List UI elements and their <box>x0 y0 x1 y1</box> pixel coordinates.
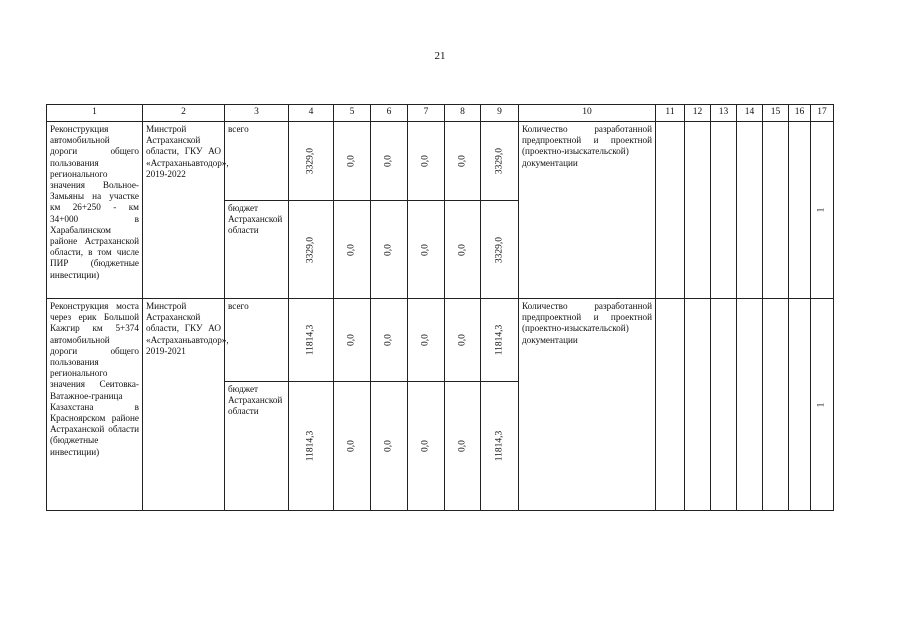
empty-cell-col-13 <box>710 298 737 511</box>
amount-cell-col-5 <box>333 381 371 511</box>
amount-cell-col-5 <box>333 200 371 299</box>
empty-cell-col-11 <box>655 121 685 299</box>
column-header-14: 14 <box>736 104 763 122</box>
amount-cell-col-5 <box>333 121 371 201</box>
amount-cell-col-4 <box>288 381 334 511</box>
amount-value: 0,0 <box>346 334 357 346</box>
amount-cell-col-6 <box>370 298 408 382</box>
amount-cell-col-8 <box>444 381 481 511</box>
object-name-cell: Реконструкция моста через ерик Большой Кажгир км 5+374 автомобильной дороги общего пользования регионального значения Сеитовка-Ватажное-граница Казахстана в Красноярском районе Астраханской области (бюджетные инвестиции) <box>46 298 143 511</box>
column-header-7: 7 <box>407 104 445 122</box>
column-header-6: 6 <box>370 104 408 122</box>
amount-cell-col-8 <box>444 298 481 382</box>
amount-value: 3329,0 <box>305 236 316 263</box>
amount-cell-col-7 <box>407 298 445 382</box>
executor-cell: Минстрой Астраханской области, ГКУ АО «Астраханьавтодор», 2019-2021 <box>142 298 225 511</box>
empty-cell-col-14 <box>736 121 763 299</box>
amount-cell-col-9 <box>480 381 519 511</box>
column-header-2: 2 <box>142 104 225 122</box>
amount-cell-col-7 <box>407 381 445 511</box>
indicator-cell: Количество разработанной предпроектной и проектной (проектно-изыскательской) документации <box>518 298 656 511</box>
amount-value: 3329,0 <box>493 236 504 263</box>
column-header-12: 12 <box>684 104 711 122</box>
amount-cell-col-4 <box>288 298 334 382</box>
amount-value: 11814,3 <box>493 430 504 462</box>
funding-source-cell: бюджет Астраханской области <box>224 381 289 511</box>
amount-value: 0,0 <box>420 243 431 256</box>
amount-value: 0,0 <box>383 334 394 346</box>
amount-value: 0,0 <box>383 155 394 167</box>
amount-cell-col-9 <box>480 200 519 299</box>
amount-cell-col-5 <box>333 298 371 382</box>
amount-cell-col-8 <box>444 200 481 299</box>
amount-value: 3329,0 <box>305 147 316 175</box>
amount-value: 0,0 <box>346 440 357 452</box>
funding-source-cell: всего <box>224 298 289 382</box>
empty-cell-col-13 <box>710 121 737 299</box>
amount-value: 0,0 <box>420 440 431 452</box>
amount-cell-col-8 <box>444 121 481 201</box>
amount-value: 0,0 <box>456 334 467 346</box>
amount-cell-col-6 <box>370 200 408 299</box>
amount-value: 0,0 <box>346 243 357 256</box>
empty-cell-col-16 <box>788 298 811 511</box>
column-header-16: 16 <box>788 104 811 122</box>
page-number: 21 <box>434 50 446 62</box>
column-header-17: 17 <box>810 104 834 122</box>
column-header-1: 1 <box>46 104 143 122</box>
amount-value: 11814,3 <box>305 324 316 356</box>
empty-cell-col-14 <box>736 298 763 511</box>
column-header-8: 8 <box>444 104 481 122</box>
amount-value: 11814,3 <box>305 430 316 462</box>
column-header-3: 3 <box>224 104 289 122</box>
col17-cell <box>810 121 834 299</box>
column-header-13: 13 <box>710 104 737 122</box>
amount-cell-col-7 <box>407 200 445 299</box>
amount-cell-col-6 <box>370 121 408 201</box>
column-header-5: 5 <box>333 104 371 122</box>
funding-source-cell: бюджет Астраханской области <box>224 200 289 299</box>
amount-value: 0,0 <box>456 243 467 256</box>
column-header-10: 10 <box>518 104 656 122</box>
amount-cell-col-4 <box>288 200 334 299</box>
amount-value: 11814,3 <box>493 324 504 356</box>
column-header-15: 15 <box>762 104 789 122</box>
amount-cell-col-7 <box>407 121 445 201</box>
amount-value: 0,0 <box>420 155 431 167</box>
amount-value: 0,0 <box>456 155 467 167</box>
amount-cell-col-6 <box>370 381 408 511</box>
amount-cell-col-4 <box>288 121 334 201</box>
amount-value: 0,0 <box>456 440 467 452</box>
col17-cell <box>810 298 834 511</box>
amount-value: 0,0 <box>420 334 431 346</box>
col17-value: 1 <box>816 207 827 213</box>
object-name-cell: Реконструкция автомобильной дороги общего пользования регионального значения Вольное-Замьяны на участке км 26+250 - км 34+000 в Харабалинском районе Астраханской области, в том числе ПИР (бюджетные инвестиции) <box>46 121 143 299</box>
empty-cell-col-16 <box>788 121 811 299</box>
column-header-4: 4 <box>288 104 334 122</box>
amount-value: 0,0 <box>346 155 357 167</box>
amount-value: 3329,0 <box>493 147 504 175</box>
empty-cell-col-15 <box>762 298 789 511</box>
empty-cell-col-11 <box>655 298 685 511</box>
indicator-cell: Количество разработанной предпроектной и проектной (проектно-изыскательской) документации <box>518 121 656 299</box>
amount-value: 0,0 <box>383 243 394 256</box>
col17-value: 1 <box>816 402 827 407</box>
empty-cell-col-12 <box>684 298 711 511</box>
amount-cell-col-9 <box>480 121 519 201</box>
amount-value: 0,0 <box>383 440 394 452</box>
column-header-11: 11 <box>655 104 685 122</box>
column-header-9: 9 <box>480 104 519 122</box>
funding-source-cell: всего <box>224 121 289 201</box>
amount-cell-col-9 <box>480 298 519 382</box>
empty-cell-col-15 <box>762 121 789 299</box>
executor-cell: Минстрой Астраханской области, ГКУ АО «Астраханьавтодор», 2019-2022 <box>142 121 225 299</box>
empty-cell-col-12 <box>684 121 711 299</box>
